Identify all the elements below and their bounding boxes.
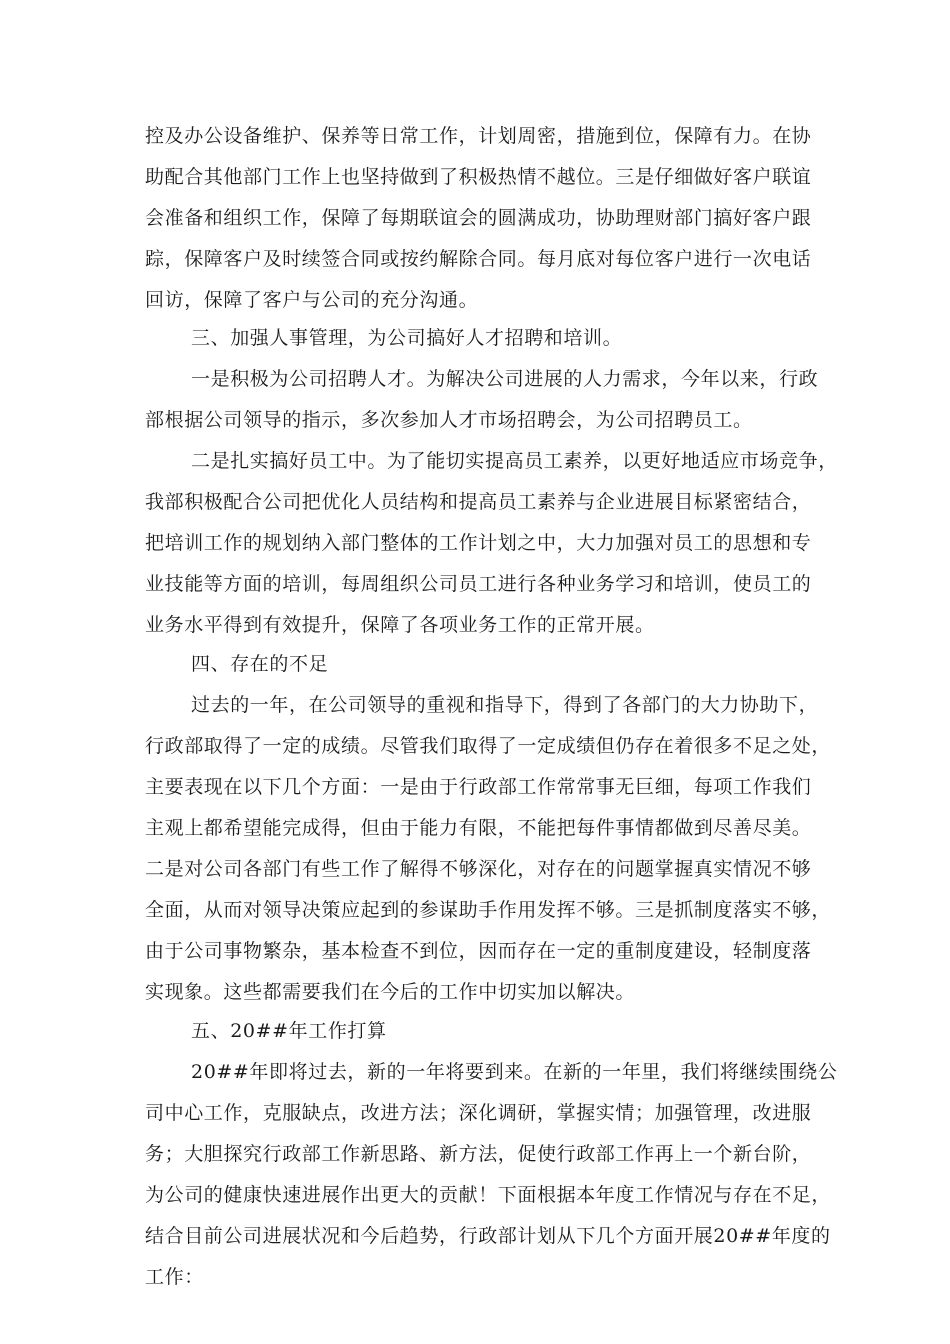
section-heading: 五、20##年工作打算	[191, 1020, 387, 1042]
body-text-line: 过去的一年，在公司领导的重视和指导下，得到了各部门的大力协助下，	[191, 694, 819, 716]
section-heading: 四、存在的不足	[191, 653, 329, 675]
body-text-line: 会准备和组织工作，保障了每期联谊会的圆满成功，协助理财部门搞好客户跟	[145, 207, 812, 229]
body-text-line: 我部积极配合公司把优化人员结构和提高员工素养与企业进展目标紧密结合，	[145, 491, 812, 513]
body-text-line: 二是对公司各部门有些工作了解得不够深化，对存在的问题掌握真实情况不够	[145, 858, 812, 880]
body-text-line: 由于公司事物繁杂，基本检查不到位，因而存在一定的重制度建设，轻制度落	[145, 940, 812, 962]
body-text-line: 踪，保障客户及时续签合同或按约解除合同。每月底对每位客户进行一次电话	[145, 248, 812, 270]
body-text-line: 助配合其他部门工作上也坚持做到了积极热情不越位。三是仔细做好客户联谊	[145, 166, 812, 188]
body-text-line: 把培训工作的规划纳入部门整体的工作计划之中，大力加强对员工的思想和专	[145, 532, 812, 554]
body-text-line: 部根据公司领导的指示，多次参加人才市场招聘会，为公司招聘员工。	[145, 409, 753, 431]
body-text-line: 司中心工作，克服缺点，改进方法；深化调研，掌握实情；加强管理，改进服	[145, 1102, 812, 1124]
body-text-line: 工作：	[145, 1266, 204, 1288]
body-text-line: 回访，保障了客户与公司的充分沟通。	[145, 289, 479, 311]
body-text-line: 业务水平得到有效提升，保障了各项业务工作的正常开展。	[145, 614, 655, 636]
body-text-line: 20##年即将过去，新的一年将要到来。在新的一年里，我们将继续围绕公	[191, 1061, 838, 1083]
body-text-line: 二是扎实搞好员工中。为了能切实提高员工素养，以更好地适应市场竞争，	[191, 450, 838, 472]
body-text-line: 控及办公设备维护、保养等日常工作，计划周密，措施到位，保障有力。在协	[145, 125, 812, 147]
body-text-line: 务；大胆探究行政部工作新思路、新方法，促使行政部工作再上一个新台阶，	[145, 1143, 812, 1165]
body-text-line: 主观上都希望能完成得，但由于能力有限，不能把每件事情都做到尽善尽美。	[145, 817, 812, 839]
body-text-line: 一是积极为公司招聘人才。为解决公司进展的人力需求，今年以来，行政	[191, 368, 819, 390]
body-text-line: 为公司的健康快速进展作出更大的贡献！下面根据本年度工作情况与存在不足，	[145, 1184, 832, 1206]
body-text-line: 实现象。这些都需要我们在今后的工作中切实加以解决。	[145, 981, 636, 1003]
body-text-line: 业技能等方面的培训，每周组织公司员工进行各种业务学习和培训，使员工的	[145, 573, 812, 595]
body-text-line: 结合目前公司进展状况和今后趋势，行政部计划从下几个方面开展20##年度的	[145, 1225, 831, 1247]
section-heading: 三、加强人事管理，为公司搞好人才招聘和培训。	[191, 327, 623, 349]
body-text-line: 主要表现在以下几个方面：一是由于行政部工作常常事无巨细，每项工作我们	[145, 776, 812, 798]
body-text-line: 行政部取得了一定的成绩。尽管我们取得了一定成绩但仍存在着很多不足之处，	[145, 735, 832, 757]
body-text-line: 全面，从而对领导决策应起到的参谋助手作用发挥不够。三是抓制度落实不够，	[145, 899, 832, 921]
